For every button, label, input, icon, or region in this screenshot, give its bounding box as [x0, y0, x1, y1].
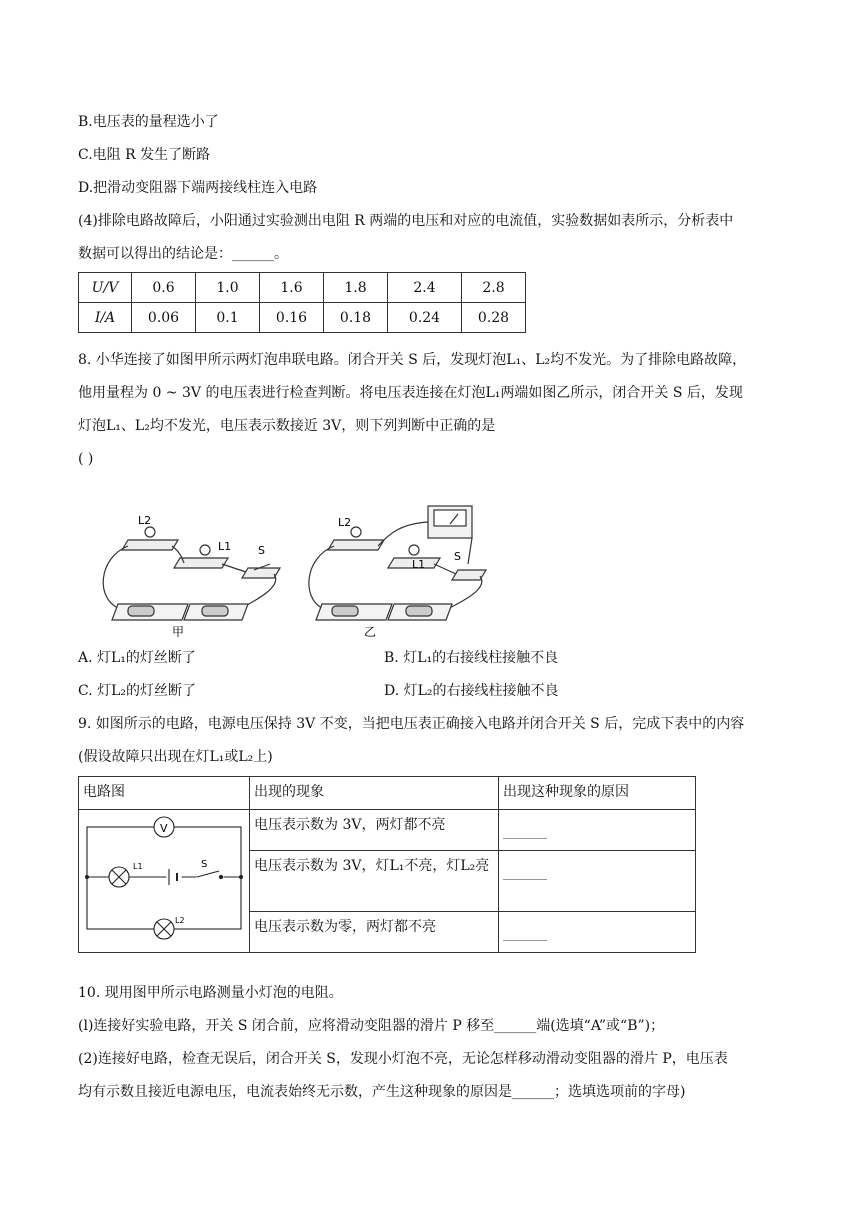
- table-row: [79, 810, 696, 851]
- q7-data-table: [78, 272, 526, 333]
- table-cell: 0.16: [260, 303, 324, 333]
- fig-label-s: S: [258, 544, 265, 557]
- q8-line1: 8. 小华连接了如图甲所示两灯泡串联电路。闭合开关 S 后，发现灯泡L₁、L₂均不发光。为了排除电路故障，: [78, 352, 747, 368]
- lamp-l2-label: L2: [175, 915, 185, 925]
- q7-option-c: C.电阻 R 发生了断路: [78, 147, 211, 163]
- answer-blank-3: [499, 912, 696, 953]
- table-cell: 0.6: [132, 273, 196, 303]
- q7-part4-line1: (4)排除电路故障后，小阳通过实验测出电阻 R 两端的电压和对应的电流值，实验数据如表所示，分析表中: [78, 213, 734, 229]
- table-cell: 1.6: [260, 273, 324, 303]
- row-label-i: I/A: [79, 303, 132, 333]
- table-cell: 0.1: [196, 303, 260, 333]
- q9-line2: (假设故障只出现在灯L₁或L₂上): [78, 749, 273, 765]
- table-cell: 2.4: [388, 273, 462, 303]
- table-cell: 0.06: [132, 303, 196, 333]
- answer-line: [503, 865, 547, 880]
- phenomenon-3: 电压表示数为零，两灯都不亮: [250, 912, 499, 953]
- q8-circuit-figure-yi: [300, 498, 500, 640]
- q7-part4-line2: 数据可以得出的结论是：______。: [78, 246, 288, 262]
- q8-option-c: C. 灯L₂的灯丝断了: [78, 683, 197, 699]
- answer-blank-2: [499, 851, 696, 912]
- q8-option-a: A. 灯L₁的灯丝断了: [78, 650, 196, 666]
- table-cell: 2.8: [462, 273, 526, 303]
- q8-option-d: D. 灯L₂的右接线柱接触不良: [384, 683, 559, 699]
- q10-line1: 10. 现用图甲所示电路测量小灯泡的电阻。: [78, 985, 343, 1001]
- q7-option-b: B.电压表的量程选小了: [78, 114, 219, 130]
- q8-circuit-figure-jia: [98, 508, 298, 638]
- fig-label-l1: L1: [218, 540, 232, 553]
- phenomenon-1: 电压表示数为 3V，两灯都不亮: [250, 810, 499, 851]
- fig-label-jia: 甲: [172, 625, 185, 638]
- fig-label-yi: 乙: [364, 625, 377, 639]
- header-reason: 出现这种现象的原因: [499, 777, 696, 810]
- q9-circuit-diagram: [79, 813, 249, 943]
- table-cell: 1.0: [196, 273, 260, 303]
- lamp-l1-label: L1: [133, 861, 143, 871]
- table-cell: 0.18: [324, 303, 388, 333]
- fig-label-l2: L2: [138, 514, 152, 527]
- q10-line3: (2)连接好电路，检查无误后，闭合开关 S，发现小灯泡不亮，无论怎样移动滑动变阻器的滑片 P，电压表: [78, 1051, 728, 1067]
- table-row: [79, 273, 526, 303]
- q7-option-d: D.把滑动变阻器下端两接线柱连入电路: [78, 180, 318, 196]
- phenomenon-2: 电压表示数为 3V，灯L₁不亮，灯L₂亮: [250, 851, 499, 912]
- fig-label-l2: L2: [338, 516, 352, 529]
- voltmeter-label: V: [160, 821, 168, 835]
- q9-table: [78, 776, 696, 953]
- answer-line: [503, 824, 547, 839]
- header-circuit: 电路图: [79, 777, 250, 810]
- table-row: [79, 303, 526, 333]
- circuit-diagram-cell: [79, 810, 250, 953]
- row-label-u: U/V: [79, 273, 132, 303]
- q10-line2: (l)连接好实验电路，开关 S 闭合前，应将滑动变阻器的滑片 P 移至______端(选填“A”或“B”)；: [78, 1018, 665, 1034]
- q8-line3: 灯泡L₁、L₂均不发光，电压表示数接近 3V，则下列判断中正确的是: [78, 418, 496, 434]
- q8-answer-paren: ( ): [78, 451, 94, 467]
- answer-line: [503, 926, 547, 941]
- q9-line1: 9. 如图所示的电路，电源电压保持 3V 不变，当把电压表正确接入电路并闭合开关 S 后，完成下表中的内容: [78, 716, 745, 732]
- answer-blank-1: [499, 810, 696, 851]
- fig-label-s: S: [454, 550, 461, 563]
- fig-label-l1: L1: [412, 558, 426, 571]
- header-phenomenon: 出现的现象: [250, 777, 499, 810]
- table-cell: 0.28: [462, 303, 526, 333]
- switch-label: S: [201, 858, 208, 870]
- q10-line4: 均有示数且接近电源电压，电流表始终无示数，产生这种现象的原因是______；选填选项前的字母): [78, 1084, 686, 1100]
- q8-line2: 他用量程为 0 ~ 3V 的电压表进行检查判断。将电压表连接在灯泡L₁两端如图乙所示，闭合开关 S 后，发现: [78, 385, 743, 401]
- table-cell: 0.24: [388, 303, 462, 333]
- table-cell: 1.8: [324, 273, 388, 303]
- q8-option-b: B. 灯L₁的右接线柱接触不良: [384, 650, 559, 666]
- table-header-row: [79, 777, 696, 810]
